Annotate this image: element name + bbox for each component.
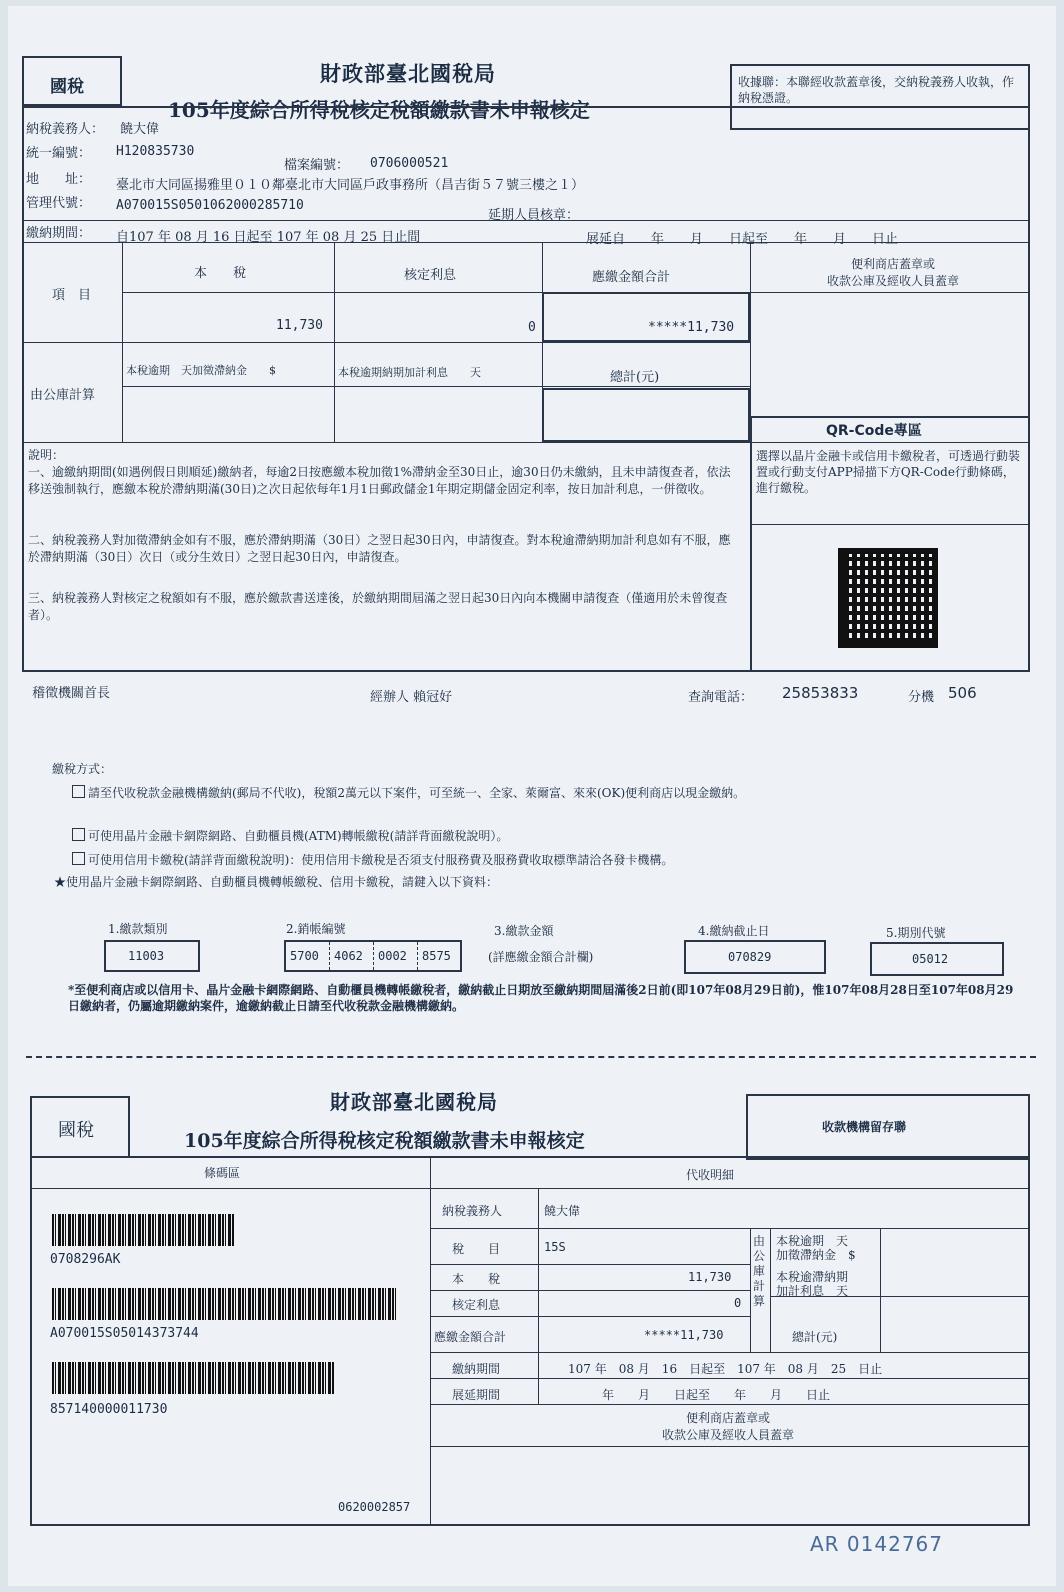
address: 臺北市大同區揚雅里０１０鄰臺北市大同區戶政事務所（昌吉街５７號三樓之１） <box>116 178 585 193</box>
phone-label: 查詢電話： <box>688 690 754 705</box>
col-total: 應繳金額合計 <box>592 270 671 285</box>
divider <box>373 942 374 970</box>
divider <box>22 342 750 343</box>
checkbox-icon <box>72 828 85 841</box>
pay-method-2-text: 可使用晶片金融卡網際網路、自動櫃員機(ATM)轉帳繳稅(請詳背面繳稅說明）。 <box>88 829 509 843</box>
divider <box>22 442 750 443</box>
bottom-grand-total: 總計(元) <box>792 1330 838 1344</box>
taxpayer-label: 納稅義務人： <box>26 122 105 137</box>
pay-method-1 <box>72 784 992 803</box>
serial-number: AR 0142767 <box>810 1532 944 1556</box>
grand-total-label: 總計(元) <box>610 370 660 385</box>
bottom-principal-label: 本 稅 <box>452 1272 501 1286</box>
divider <box>430 1446 1030 1447</box>
divider <box>770 1228 771 1352</box>
field-3-label: 3.繳款金額 <box>494 924 554 938</box>
copy-label-box <box>746 1094 1030 1160</box>
bottom-interest: 0 <box>734 1296 742 1310</box>
bottom-period: 107 年 08 月 16 日起至 107 年 08 月 25 日止 <box>568 1362 883 1376</box>
divider <box>750 292 1030 293</box>
pay-method-2 <box>72 828 992 845</box>
file-label: 檔案編號： <box>284 158 350 173</box>
barcode-1 <box>52 1214 234 1246</box>
barcode-footer: 0620002857 <box>338 1500 411 1514</box>
barcode-2-text: A070015S05014373744 <box>50 1326 199 1341</box>
field-5-value: 05012 <box>912 952 949 966</box>
total-amount: *****11,730 <box>648 320 735 335</box>
ext-number: 506 <box>948 684 977 702</box>
bottom-stamp-label: 便利商店蓋章或 收款公庫及經收人員蓋章 <box>661 1411 794 1442</box>
bottom-extended: 年 月 日起至 年 月 日止 <box>602 1388 831 1402</box>
treasury-label: 由公庫計算 <box>30 388 96 403</box>
footnote: *至便利商店或以信用卡、晶片金融卡網際網路、自動櫃員機轉帳繳稅者，繳納截止日期放至繳納期間屆滿後2日前(即107年08月29日前)，惟107年08月28日至107年08月29日繳納者，仍屬逾期繳納案件，逾繳納截止日請至代收稅款金融機構繳納。 <box>68 983 1014 1013</box>
pay-methods-title: 繳稅方式： <box>52 762 113 776</box>
interest-amount: 0 <box>528 320 536 335</box>
barcode-3 <box>52 1362 334 1394</box>
bottom-taxpayer-name: 饒大偉 <box>544 1204 581 1218</box>
divider <box>750 1228 751 1352</box>
field-3-value: (詳應繳金額合計欄) <box>488 950 594 964</box>
pay-method-4: ★使用晶片金融卡網際網路、自動櫃員機轉帳繳稅、信用卡繳稅，請鍵入以下資料： <box>54 875 499 889</box>
ext-label: 分機 <box>908 690 935 705</box>
col-interest: 核定利息 <box>404 268 457 283</box>
divider <box>430 1228 1030 1229</box>
detail-area-label: 代收明細 <box>686 1168 735 1182</box>
divider <box>30 1188 1030 1189</box>
phone-number: 25853833 <box>782 684 859 702</box>
divider <box>122 386 750 387</box>
extension-label: 延期人員核章： <box>488 208 580 223</box>
tax-bill-page <box>8 6 1056 1586</box>
col-stamp: 便利商店蓋章或 收款公庫及經收人員蓋章 <box>826 257 959 288</box>
copy-label: 收款機構留存聯 <box>822 1120 907 1134</box>
id-number: H120835730 <box>116 144 195 159</box>
pay-method-1-text: 請至代收稅款金融機構繳納(郵局不代收)，稅額2萬元以下案件，可至統一、全家、萊爾富、來來(OK)便利商店以現金繳納。 <box>88 786 746 800</box>
divider <box>538 1188 539 1404</box>
divider <box>880 1228 881 1352</box>
field-1-label: 1.繳款類別 <box>108 922 168 936</box>
divider <box>329 942 330 970</box>
cut-line <box>26 1056 1036 1058</box>
notes-title: 說明： <box>28 448 65 462</box>
divider <box>750 442 1030 443</box>
bottom-total: *****11,730 <box>644 1328 724 1342</box>
field-4-box <box>684 940 826 974</box>
field-4-value: 070829 <box>728 950 772 964</box>
field-2-label: 2.銷帳編號 <box>286 922 346 936</box>
divider <box>22 242 1030 243</box>
bottom-late-fee: 本稅逾期 天 加徵滯納金 $ <box>776 1234 856 1262</box>
grand-total-box <box>542 388 750 442</box>
field-5-box <box>870 942 1004 976</box>
barcode-area-label: 條碼區 <box>204 1166 241 1180</box>
mgmt-label: 管理代號： <box>26 196 92 211</box>
divider <box>430 1156 431 1526</box>
checkbox-icon <box>72 852 85 865</box>
barcode-1-text: 0708296AK <box>50 1252 121 1267</box>
divider <box>430 1404 1030 1405</box>
bottom-treasury-label: 由公庫計算 <box>753 1234 766 1308</box>
file-number: 0706000521 <box>370 156 449 171</box>
id-label: 統一編號： <box>26 146 92 161</box>
bottom-taxpayer-label: 納稅義務人 <box>442 1204 503 1218</box>
bottom-agency-name: 財政部臺北國稅局 <box>330 1090 498 1114</box>
qr-instructions: 選擇以晶片金融卡或信用卡繳稅者，可透過行動裝置或行動支付APP掃描下方QR-Code行動條碼，進行繳稅。 <box>756 449 1021 495</box>
bottom-late-interest: 本稅逾滯納期 加計利息 天 <box>776 1270 849 1298</box>
divider <box>430 1316 750 1317</box>
field-1-value: 11003 <box>128 949 165 963</box>
extended-period: 展延自 年 月 日起至 年 月 日止 <box>586 232 899 247</box>
divider <box>430 1290 750 1291</box>
field-2-part-2: 4062 <box>334 949 363 963</box>
field-2-box <box>284 940 462 972</box>
tax-item: 15S <box>544 1240 566 1254</box>
qr-title: QR-Code專區 <box>826 423 922 439</box>
national-tax-badge <box>22 56 122 106</box>
mgmt-code: A070015S0501062000285710 <box>116 198 304 213</box>
divider <box>430 1264 750 1265</box>
divider <box>430 1352 1030 1353</box>
bottom-title: 105年度綜合所得稅核定稅額繳款書未申報核定 <box>184 1130 585 1152</box>
field-4-label: 4.繳納截止日 <box>698 924 770 938</box>
bottom-interest-label: 核定利息 <box>452 1298 501 1312</box>
field-2-part-4: 8575 <box>422 949 451 963</box>
bottom-badge-text: 國稅 <box>58 1120 94 1141</box>
late-fee-label: 本稅逾期 天加徵滯納金 $ <box>126 364 276 377</box>
field-1-box <box>104 940 200 972</box>
barcode-3-text: 857140000011730 <box>50 1402 168 1417</box>
note-2: 二、納稅義務人對加徵滯納金如有不服，應於滯納期滿（30日）之翌日起30日內，申請復查。對本稅逾滯納期加計利息如有不服，應於滯納期滿（30日）次日（或分生效日）之翌日起30日內，申請復查。 <box>28 533 731 564</box>
col-principal: 本 稅 <box>194 266 247 281</box>
barcode-2 <box>52 1288 398 1320</box>
principal-amount: 11,730 <box>276 318 323 333</box>
pay-method-3 <box>72 852 1012 869</box>
pay-period: 自107 年 08 月 16 日起至 107 年 08 月 25 日止間 <box>116 230 421 245</box>
field-2-part-3: 0002 <box>378 949 407 963</box>
note-3: 三、納稅義務人對核定之稅額如有不服，應於繳款書送達後，於繳納期間屆滿之翌日起30日內向本機關申請復查（僅適用於未曾復查者）。 <box>28 591 728 622</box>
qr-code-image[interactable] <box>838 548 938 648</box>
note-1: 一、逾繳納期間(如遇例假日則順延)繳納者，每逾2日按應繳本稅加徵1%滯納金至30日止，逾30日仍未繳納，且未申請復查者，依法移送強制執行，應繳本稅於滯納期滿(30日)之次日起依每年1月1日郵政儲金1年期定期儲金固定利率，按日加計利息，一併徵收。 <box>28 465 731 496</box>
agency-name: 財政部臺北國稅局 <box>320 61 496 86</box>
divider <box>417 942 418 970</box>
tax-item-label: 稅 目 <box>452 1242 501 1256</box>
field-2-part-1: 5700 <box>290 949 319 963</box>
receipt-note: 收據聯：本聯經收款蓋章後，交納稅義務人收執，作納稅憑證。 <box>738 75 1015 105</box>
badge-text: 國稅 <box>50 77 84 97</box>
pay-method-3-text: 可使用信用卡繳稅(請詳背面繳稅說明)：使用信用卡繳稅是否須支付服務費及服務費收取標準請洽各發卡機構。 <box>88 853 674 867</box>
handler: 經辦人 賴冠好 <box>370 690 453 705</box>
divider <box>430 1378 1030 1379</box>
bottom-period-label: 繳納期間 <box>452 1362 501 1376</box>
agency-head-label: 稽徵機關首長 <box>32 686 111 701</box>
bottom-extended-label: 展延期間 <box>452 1388 501 1402</box>
checkbox-icon <box>72 785 85 798</box>
bottom-principal: 11,730 <box>688 1270 732 1284</box>
bill-title: 105年度綜合所得稅核定稅額繳款書未申報核定 <box>168 98 590 122</box>
bottom-total-label: 應繳金額合計 <box>434 1330 507 1344</box>
field-5-label: 5.期別代號 <box>886 926 946 940</box>
period-label: 繳納期間： <box>26 226 92 241</box>
late-interest-label: 本稅逾期納期加計利息 天 <box>338 366 481 379</box>
bottom-badge <box>30 1096 130 1158</box>
address-label: 地 址： <box>26 172 92 187</box>
divider <box>750 524 1030 525</box>
item-label: 項 目 <box>52 288 92 303</box>
divider <box>22 220 1030 221</box>
taxpayer-name: 饒大偉 <box>120 122 160 137</box>
